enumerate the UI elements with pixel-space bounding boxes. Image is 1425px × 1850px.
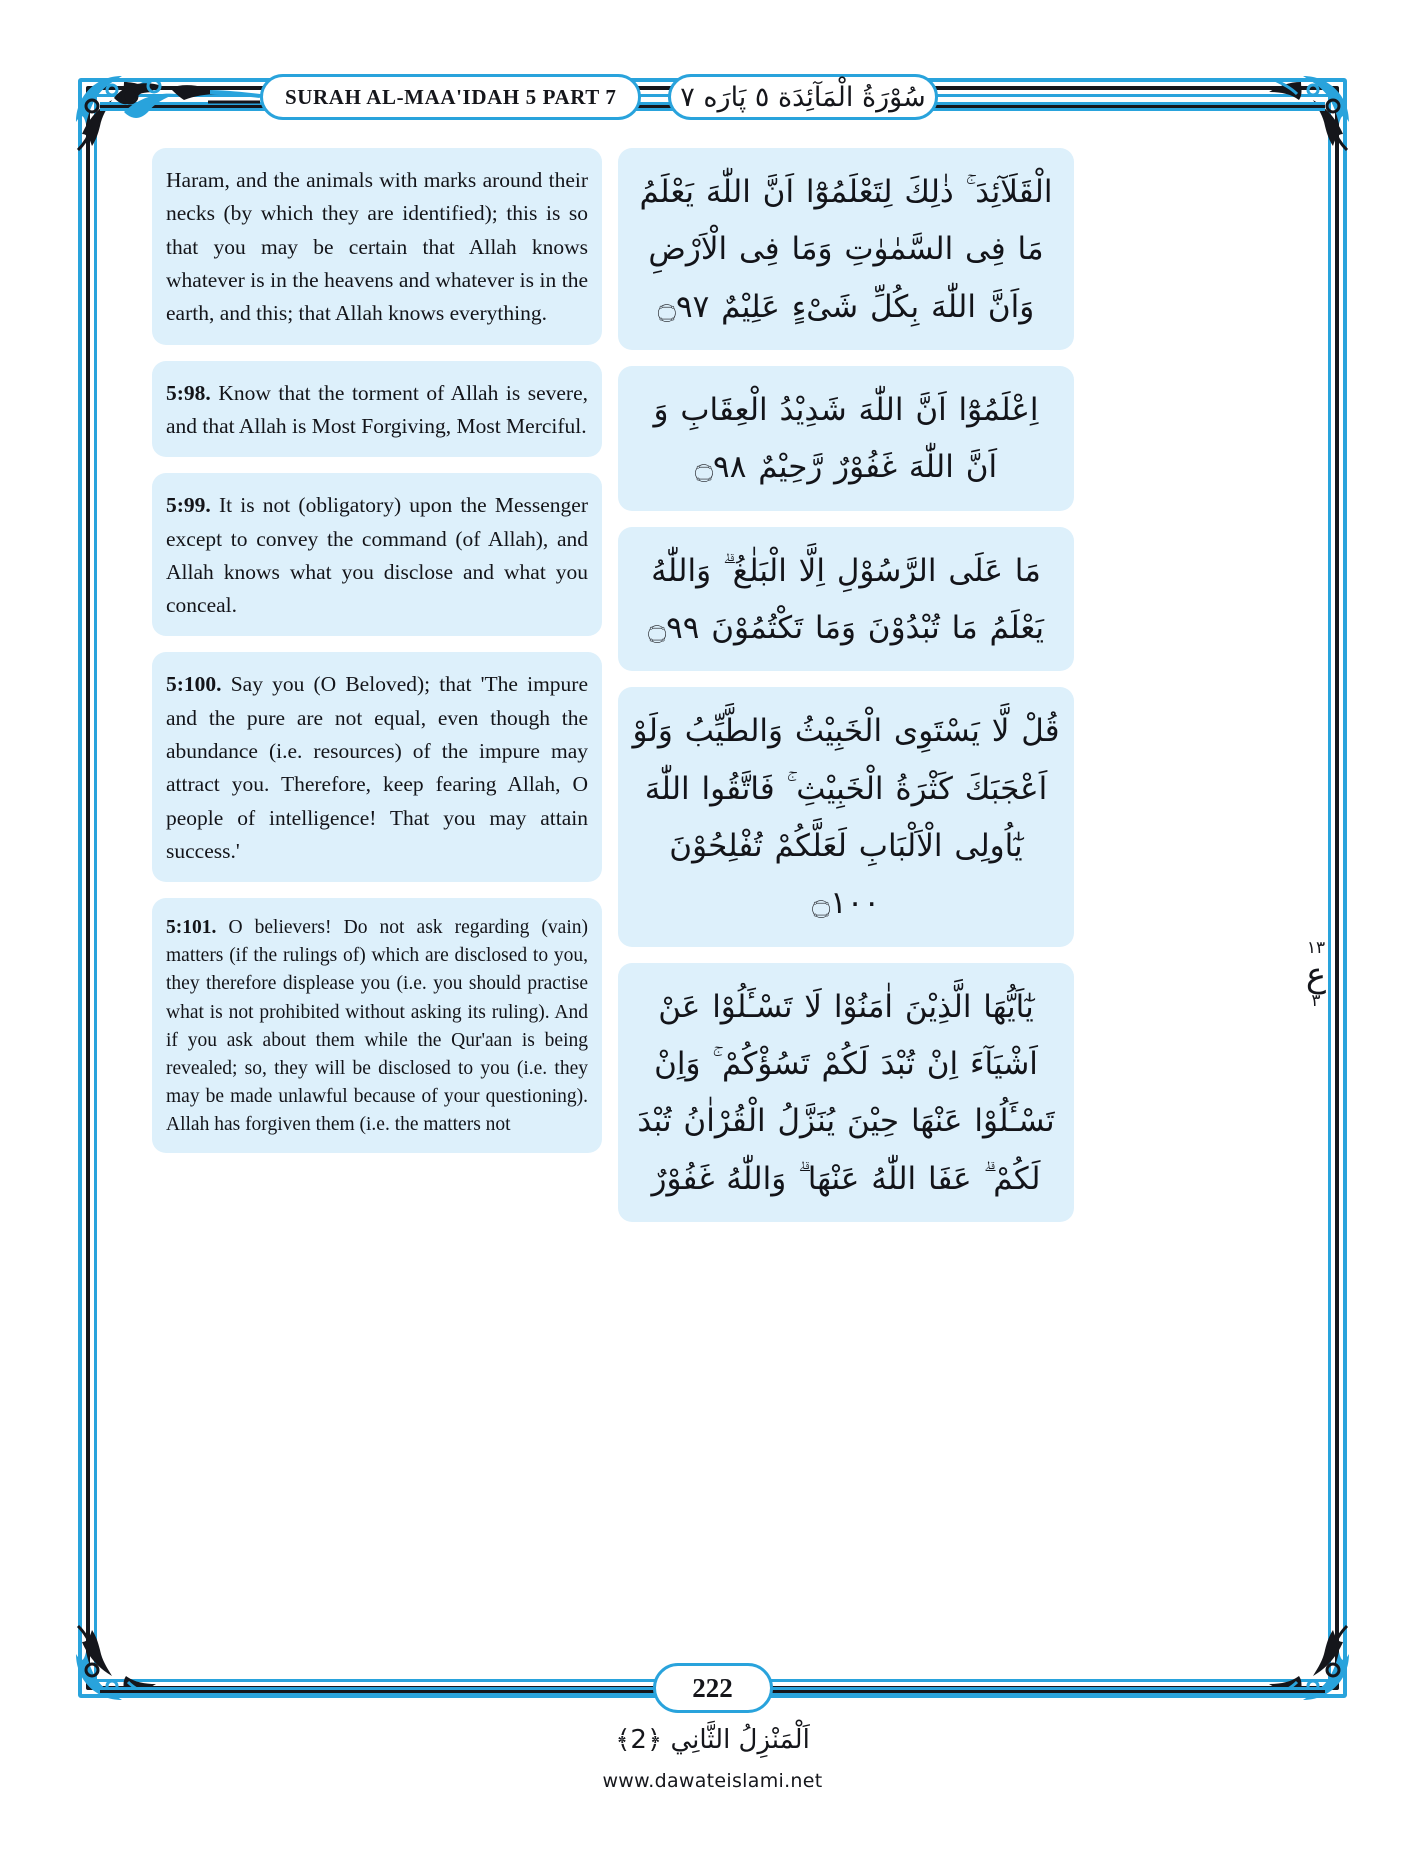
verse-text-en-5 (166, 914, 588, 1139)
verse-number-3: 5:99. (166, 493, 211, 518)
verse-body-5: O believers! Do not ask regarding (vain) matters (if the rulings of) which are disclosed to you, they therefore displease you (i.e. you should practise what is not prohibited without asking its ruling). And if you ask about them while the Qur'aan is being revealed; so, they will be disclosed to you (i.e. they may be made unlawful because of your questioning). Allah has forgiven them (i.e. the matters not (166, 917, 588, 1135)
verse-number-5: 5:101. (166, 917, 217, 939)
verse-box-en-2 (152, 361, 602, 458)
verse-body-4: Say you (O Beloved); that 'The impure and the pure are not equal, even though the abundance (i.e. resources) of the impure may attract you. Therefore, keep fearing Allah, O people of intelligence! That you may attain success.' (166, 672, 588, 863)
ruku-symbol-icon: ع (1305, 955, 1327, 995)
verse-box-ar-4 (618, 687, 1074, 946)
verse-text-en-3 (166, 489, 588, 622)
verse-body-2: Know that the torment of Allah is severe, and that Allah is Most Forgiving, Most Merciful. (166, 380, 589, 438)
header-ornament-flourish (110, 62, 275, 134)
surah-title-pill-arabic (668, 74, 938, 120)
ruku-number: ٣ (1311, 991, 1321, 1011)
page-number-pill (653, 1663, 773, 1713)
verse-box-en-4 (152, 652, 602, 882)
arabic-text-column (618, 148, 1074, 1448)
ruku-verse-count: ١٣ (1306, 938, 1326, 958)
verse-box-ar-5 (618, 963, 1074, 1222)
verse-text-en-4 (166, 668, 588, 868)
verse-box-en-1 (152, 148, 602, 345)
verse-number-2: 5:98. (166, 380, 211, 405)
verse-box-ar-1 (618, 148, 1074, 350)
website-url: www.dawateislami.net (602, 1770, 823, 1792)
verse-number-4: 5:100. (166, 672, 222, 697)
page-header (100, 78, 1325, 134)
verse-body-1: Haram, and the animals with marks around their necks (by which they are identified); this is so that you may be certain that Allah knows whatever is in the heavens and whatever is in the earth, and this; that Allah knows everything. (166, 168, 588, 326)
verse-text-ar-2: اِعْلَمُوْٓا اَنَّ اللّٰهَ شَدِيْدُ الْعِقَابِ وَ اَنَّ اللّٰهَ غَفُوْرٌ رَّحِيْمٌ ۝٩٨ (653, 392, 1039, 486)
page-footer (100, 1665, 1325, 1721)
verse-box-en-3 (152, 473, 602, 636)
verse-content-area (152, 148, 1242, 1448)
english-translation-column (152, 148, 602, 1448)
verse-body-3: It is not (obligatory) upon the Messenger except to convey the command (of Allah), and Allah knows what you disclose and what you conceal. (166, 493, 589, 618)
verse-text-ar-3: مَا عَلَى الرَّسُوْلِ اِلَّا الْبَلٰغُ ۗ وَاللّٰهُ يَعْلَمُ مَا تُبْدُوْنَ وَمَا تَكْتُمُوْنَ ۝٩٩ (647, 552, 1045, 647)
verse-box-ar-2 (618, 366, 1074, 511)
verse-text-en-1 (166, 164, 588, 331)
verse-box-en-5 (152, 898, 602, 1153)
ruku-marker (1293, 940, 1339, 1010)
verse-text-ar-1: الْقَلَآئِدَ ۚ ذٰلِكَ لِتَعْلَمُوْٓا اَنَّ اللّٰهَ يَعْلَمُ مَا فِى السَّمٰوٰتِ وَمَا فِى الْاَرْضِ وَاَنَّ اللّٰهَ بِكُلِّ شَىْءٍ عَلِيْمٌ ۝٩٧ (639, 174, 1053, 325)
page-number: 222 (692, 1672, 733, 1703)
verse-text-ar-5: يٰٓاَيُّهَا الَّذِيْنَ اٰمَنُوْا لَا تَسْـَٔلُوْا عَنْ اَشْيَآءَ اِنْ تُبْدَ لَكُمْ تَسُؤْكُمْ ۚ وَاِنْ تَسْـَٔلُوْا عَنْهَا حِيْنَ يُنَزَّلُ الْقُرْاٰنُ تُبْدَ لَكُمْ ۗ عَفَا اللّٰهُ عَنْهَا ۗ وَاللّٰهُ غَفُوْرٌ (637, 988, 1055, 1197)
verse-text-en-2 (166, 377, 588, 444)
surah-title-en: SURAH AL-MAA'IDAH 5 PART 7 (285, 84, 617, 109)
manzil-label: اَلْمَنْزِلُ الثَّانِي ﴿2﴾ (615, 1725, 810, 1755)
verse-text-ar-4: قُلْ لَّا يَسْتَوِى الْخَبِيْثُ وَالطَّيِّبُ وَلَوْ اَعْجَبَكَ كَثْرَةُ الْخَبِيْثِ ۚ فَاتَّقُوا اللّٰهَ يٰٓاُولِى الْاَلْبَابِ لَعَلَّكُمْ تُفْلِحُوْنَ ۝١٠٠ (632, 713, 1060, 922)
surah-title-ar: سُوْرَةُ الْمَآئِدَة ٥ پَارَه ٧ (680, 81, 926, 113)
surah-title-pill (260, 74, 641, 120)
verse-box-ar-3 (618, 527, 1074, 672)
